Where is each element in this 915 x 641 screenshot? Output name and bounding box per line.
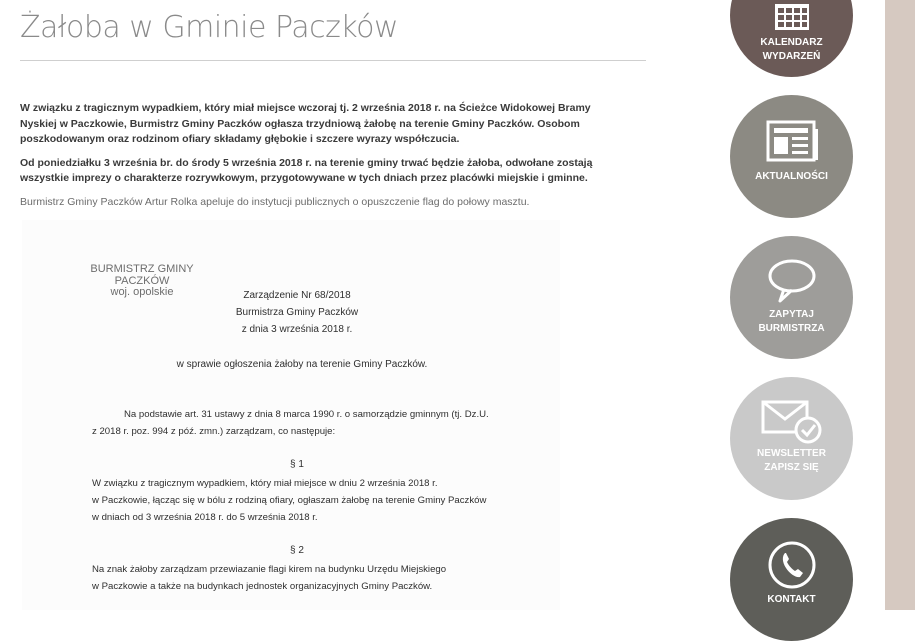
- stamp-line: BURMISTRZ GMINY: [90, 263, 194, 275]
- document-basis-line: Na podstawie art. 31 ustawy z dnia 8 marca 1990 r. o samorządzie gminnym (tj. Dz.U.: [124, 409, 489, 420]
- document-number: Zarządzenie Nr 68/2018: [243, 290, 351, 301]
- section1-line: w dniach od 3 września 2018 r. do 5 września 2018 r.: [92, 512, 318, 523]
- newspaper-icon: [764, 119, 820, 165]
- quick-links-sidebar: [730, 0, 854, 610]
- envelope-check-icon: [760, 399, 824, 445]
- scanned-document: [22, 220, 560, 610]
- section2-line: w Paczkowie a także na budynkach jednostek organizacyjnych Gminy Paczków.: [92, 581, 433, 592]
- newsletter-label: NEWSLETTER ZAPISZ SIĘ: [757, 448, 826, 473]
- article-paragraph-3: Burmistrz Gminy Paczków Artur Rolka apeluje do instytucji publicznych o opuszczenie flag do połowy masztu.: [20, 195, 530, 208]
- section-mark: § 1: [290, 459, 304, 470]
- document-date: z dnia 3 września 2018 r.: [241, 324, 353, 335]
- article-paragraph-2: Od poniedziałku 3 września br. do środy 5 września 2018 r. na terenie gminy trwać będzie żałoba, odwołane zostają wszystkie imprezy o charakterze rozrywkowym, przygotowywane w tych dniach przez placówki miejskie i gminne.: [20, 156, 593, 184]
- stamp-line: woj. opolskie: [110, 286, 174, 298]
- document-basis-line: z 2018 r. poz. 994 z póź. zmn.) zarządzam, co następuje:: [92, 426, 336, 437]
- news-link[interactable]: [730, 95, 853, 218]
- speech-bubble-icon: [766, 258, 818, 304]
- section1-line: W związku z tragicznym wypadkiem, który miał miejsce w dniu 2 września 2018 r.: [92, 478, 438, 489]
- decorative-side-strip: [885, 0, 915, 610]
- page-title: Żałoba w Gminie Paczków: [20, 10, 399, 45]
- calendar-link[interactable]: [730, 0, 853, 77]
- article-paragraph-1: W związku z tragicznym wypadkiem, który miał miejsce wczoraj tj. 2 września 2018 r. na Ścieżce Widokowej Bramy Nyskiej w Paczkowie, Burmistrz Gminy Paczków ogłasza trzydniową żałobę na terenie Gminy Paczków. Osobom poszkodowanym oraz rodzinom ofiary składamy głębokie i szczere wyrazy współczucia.: [20, 102, 591, 145]
- ask-mayor-link[interactable]: [730, 236, 853, 359]
- section1-line: w Paczkowie, łącząc się w bólu z rodziną ofiary, ogłaszam żałobę na terenie Gminy Paczków: [92, 495, 487, 506]
- contact-label: KONTAKT: [767, 594, 816, 605]
- article-body: [20, 101, 626, 218]
- phone-icon: [767, 540, 817, 590]
- title-divider: [20, 60, 646, 61]
- ask-mayor-label: ZAPYTAJ BURMISTRZA: [758, 309, 825, 334]
- document-issuer: Burmistrza Gminy Paczków: [235, 307, 359, 318]
- stamp-line: PACZKÓW: [114, 274, 170, 287]
- contact-link[interactable]: [730, 518, 853, 641]
- newsletter-link[interactable]: [730, 377, 853, 500]
- calendar-label: KALENDARZ WYDARZEŃ: [760, 37, 823, 62]
- news-label: AKTUALNOŚCI: [755, 171, 828, 182]
- section2-line: Na znak żałoby zarządzam przewiazanie flagi kirem na budynku Urzędu Miejskiego: [92, 564, 447, 575]
- document-subject: w sprawie ogłoszenia żałoby na terenie Gminy Paczków.: [176, 359, 428, 370]
- calendar-icon: [772, 0, 812, 34]
- section-mark: § 2: [290, 545, 304, 556]
